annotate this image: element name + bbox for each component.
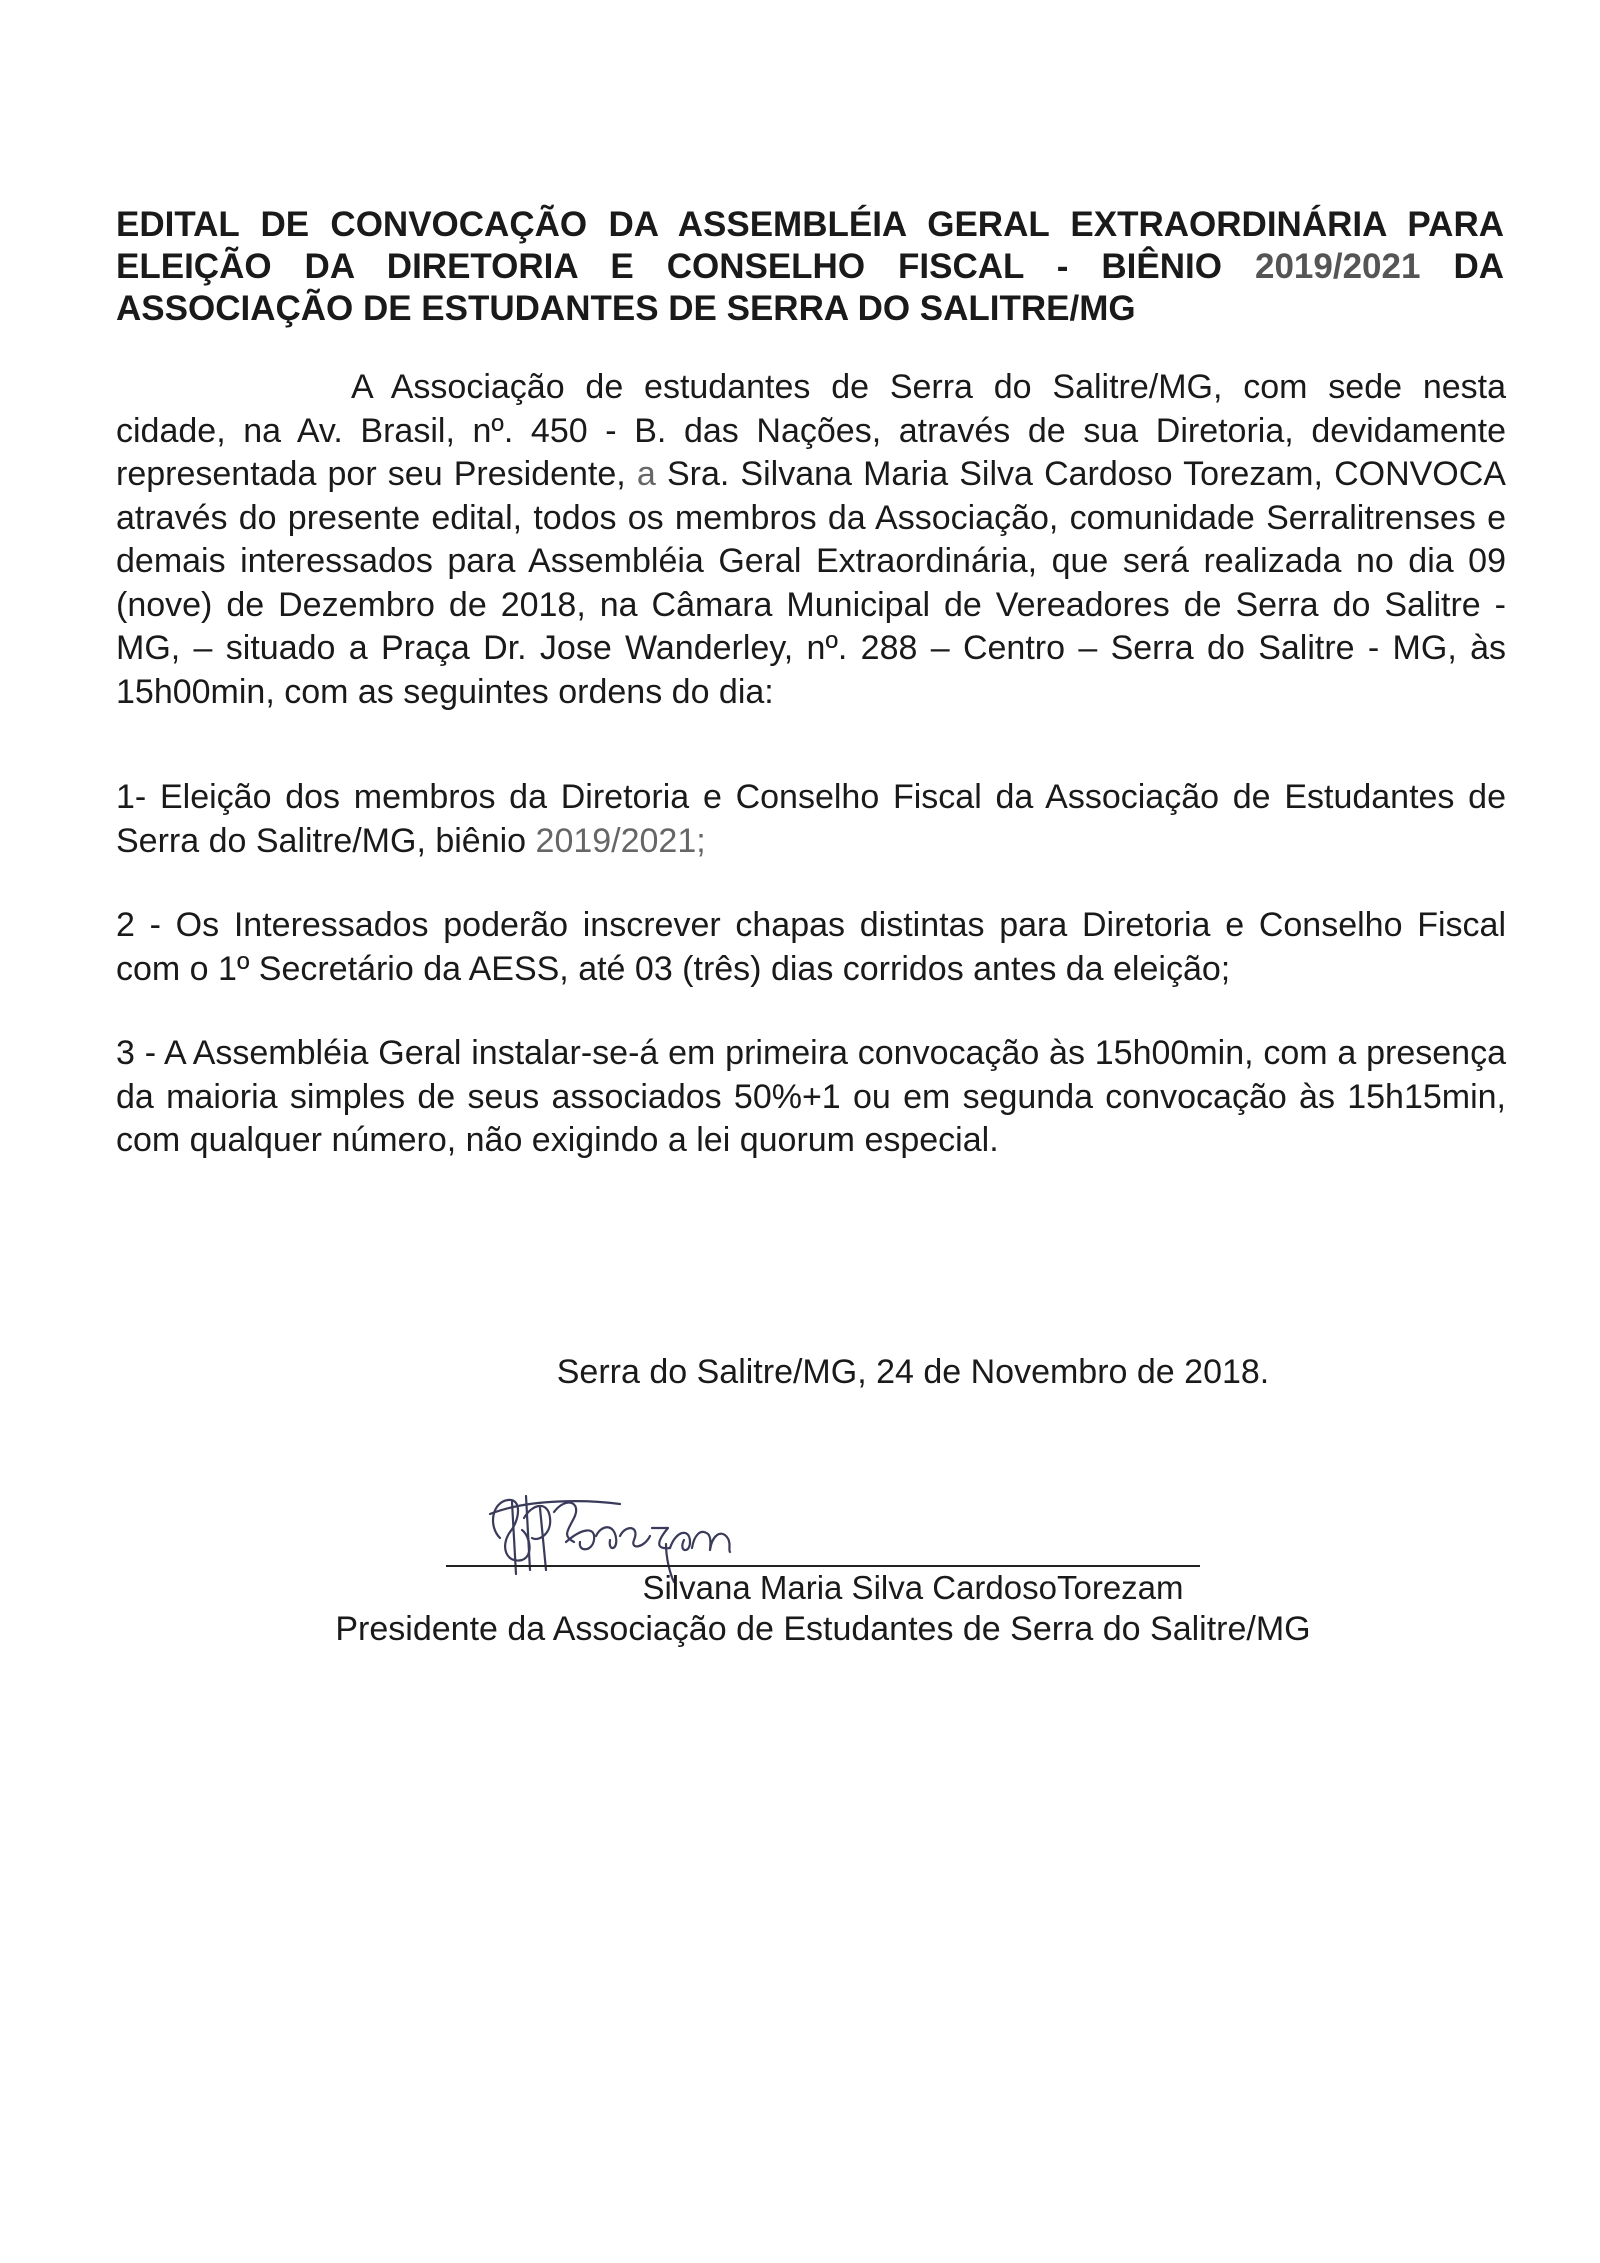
- signer-name: Silvana Maria Silva CardosoTorezam: [642, 1569, 1184, 1606]
- agenda-item-2: 2 - Os Interessados poderão inscrever chapas distintas para Diretoria e Conselho Fiscal com o 1º Secretário da AESS, até 03 (três) dias corridos antes da eleição;: [116, 906, 1506, 988]
- convocation-text-part2: Sra. Silvana Maria Silva Cardoso Torezam, CONVOCA através do presente edital, todos os membros da Associação, comunidade Serralitrenses e demais interessados para Assembléia Geral Extraordinária, que será realizada no dia 09 (nove) de Dezembro de 2018, na Câmara Municipal de Vereadores de Serra do Salitre - MG, – situado a Praça Dr. Jose Wanderley, nº. 288 – Centro – Serra do Salitre - MG, às 15h00min, com as seguintes ordens do dia:: [116, 455, 1506, 711]
- agenda-item-1-text: 1- Eleição dos membros da Diretoria e Conselho Fiscal da Associação de Estudantes de Serra do Salitre/MG, biênio: [116, 778, 1506, 860]
- title-line-1: EDITAL DE CONVOCAÇÃO DA ASSEMBLÉIA GERAL EXTRAORDINÁRIA PARA: [116, 205, 1504, 244]
- agenda-item-3: 3 - A Assembléia Geral instalar-se-á em primeira convocação às 15h00min, com a presença da maioria simples de seus associados 50%+1 ou em segunda convocação às 15h15min, com qualquer número, não exigindo a lei quorum especial.: [116, 1034, 1506, 1159]
- agenda-item-1-years: 2019/2021;: [535, 821, 706, 860]
- title-line-3: ASSOCIAÇÃO DE ESTUDANTES DE SERRA DO SALITRE/MG: [116, 289, 1136, 328]
- title-line-2-suffix: DA: [1453, 247, 1504, 286]
- agenda-item-1: [116, 776, 1506, 863]
- convocation-article: a: [636, 455, 656, 493]
- signer-role: Presidente da Associação de Estudantes de Serra do Salitre/MG: [335, 1610, 1311, 1648]
- signature-line: [446, 1565, 1200, 1567]
- convocation-text-part1: A Associação de estudantes de Serra do Salitre/MG, com sede nesta cidade, na Av. Brasil, nº. 450 - B. das Nações, através de sua Diretoria, devidamente representada por seu Presidente,: [116, 368, 1506, 493]
- convocation-paragraph: [116, 366, 1506, 714]
- title-years: 2019/2021: [1254, 247, 1421, 286]
- title-line-2-text: ELEIÇÃO DA DIRETORIA E CONSELHO FISCAL - BIÊNIO: [116, 247, 1222, 286]
- edital-title: [116, 204, 1504, 330]
- place-and-date: Serra do Salitre/MG, 24 de Novembro de 2018.: [556, 1353, 1270, 1391]
- title-line-2: [116, 246, 1504, 288]
